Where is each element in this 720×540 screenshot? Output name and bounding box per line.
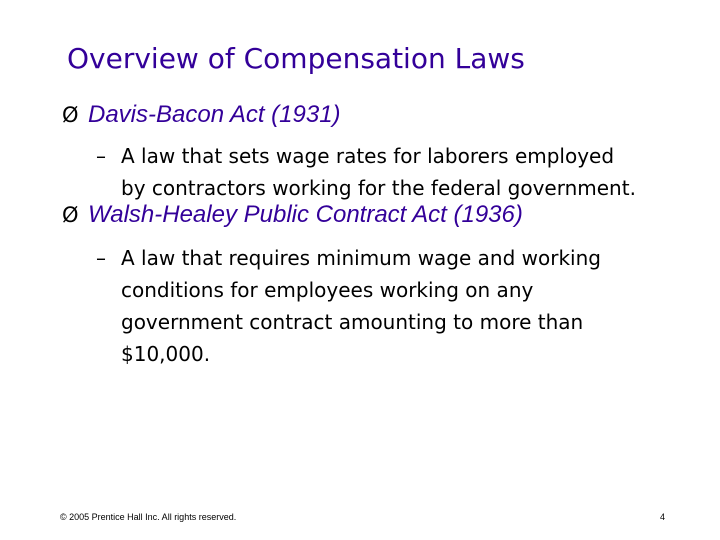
bullet-walsh-healey	[62, 201, 523, 229]
footer-copyright: © 2005 Prentice Hall Inc. All rights reserved.	[60, 512, 237, 522]
arrow-bullet-icon: Ø	[62, 103, 79, 127]
bullet-text: Walsh-Healey Public Contract Act (1936)	[88, 201, 523, 228]
bullet-text: Davis-Bacon Act (1931)	[88, 101, 341, 128]
sub-item-text: A law that sets wage rates for laborers employed by contractors working for the federal government.	[121, 144, 636, 200]
arrow-bullet-icon: Ø	[62, 203, 79, 227]
sub-item-text: A law that requires minimum wage and working conditions for employees working on any government contract amounting to more than $10,000.	[121, 246, 601, 366]
sub-item-davis-bacon	[96, 140, 636, 204]
dash-marker: –	[96, 246, 106, 270]
bullet-davis-bacon	[62, 101, 341, 129]
sub-item-walsh-healey	[96, 242, 601, 370]
slide-title: Overview of Compensation Laws	[67, 42, 525, 75]
dash-marker: –	[96, 144, 106, 168]
page-number: 4	[660, 512, 666, 522]
